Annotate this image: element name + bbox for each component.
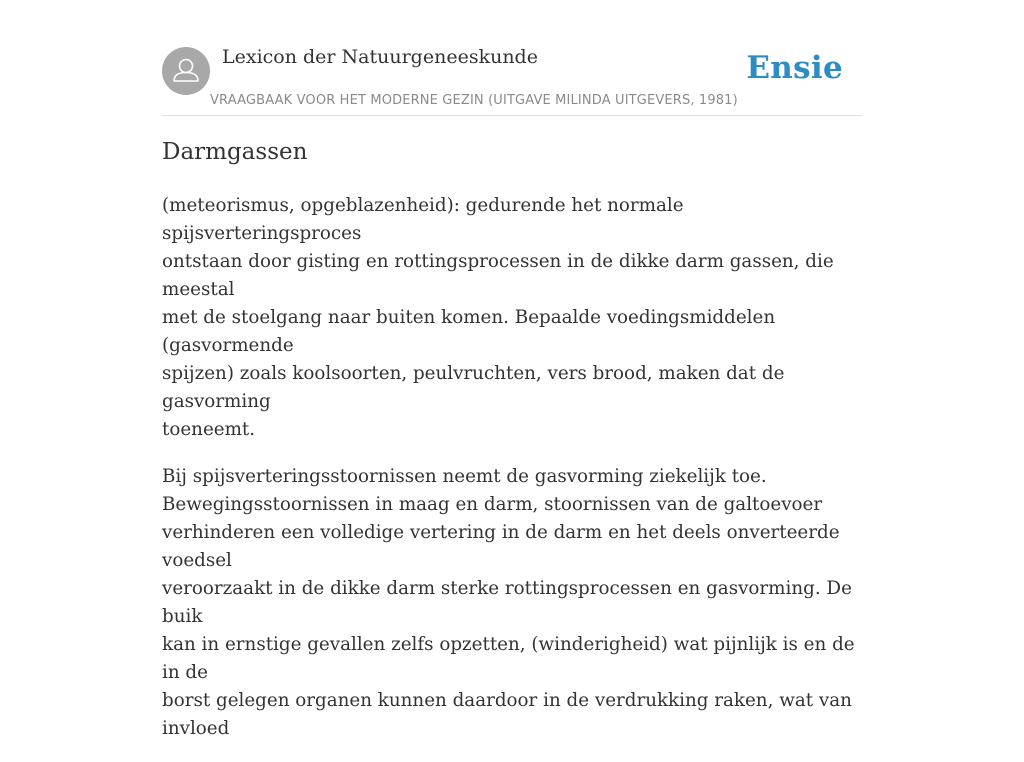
article-content bbox=[162, 192, 862, 762]
source-header bbox=[162, 40, 862, 116]
brand-logo[interactable]: Ensie bbox=[746, 50, 843, 86]
paragraph-line: met de stoelgang naar buiten komen. Bepaalde voedingsmiddelen (gasvormende bbox=[162, 307, 776, 356]
paragraph-line: toeneemt. bbox=[162, 419, 256, 440]
paragraph-line: veroorzaakt in de dikke darm sterke rottingsprocessen en gasvorming. De buik bbox=[162, 578, 852, 627]
paragraph-line: borst gelegen organen kunnen daardoor in de verdrukking raken, wat van invloed bbox=[162, 690, 852, 739]
source-title-link[interactable]: Lexicon der Natuurgeneeskunde bbox=[222, 46, 538, 68]
paragraph-line: Bewegingsstoornissen in maag en darm, stoornissen van de galtoevoer bbox=[162, 494, 823, 515]
article-title: Darmgassen bbox=[162, 139, 308, 165]
paragraph-line: (meteorismus, opgeblazenheid): gedurende het normale spijsverteringsproces bbox=[162, 195, 684, 244]
avatar[interactable] bbox=[162, 47, 210, 95]
article-paragraph bbox=[162, 463, 862, 743]
paragraph-line: verhinderen een volledige vertering in de darm en het deels onverteerde voedsel bbox=[162, 522, 840, 571]
paragraph-line: Bij spijsverteringsstoornissen neemt de gasvorming ziekelijk toe. bbox=[162, 466, 767, 487]
paragraph-line: spijzen) zoals koolsoorten, peulvruchten, vers brood, maken dat de gasvorming bbox=[162, 363, 785, 412]
source-subtitle: VRAAGBAAK VOOR HET MODERNE GEZIN (UITGAVE MILINDA UITGEVERS, 1981) bbox=[210, 93, 738, 108]
article-paragraph bbox=[162, 192, 862, 444]
paragraph-line: kan in ernstige gevallen zelfs opzetten, (winderigheid) wat pijnlijk is en de in de bbox=[162, 634, 855, 683]
paragraph-line: ontstaan door gisting en rottingsprocessen in de dikke darm gassen, die meestal bbox=[162, 251, 834, 300]
user-icon bbox=[162, 47, 210, 95]
